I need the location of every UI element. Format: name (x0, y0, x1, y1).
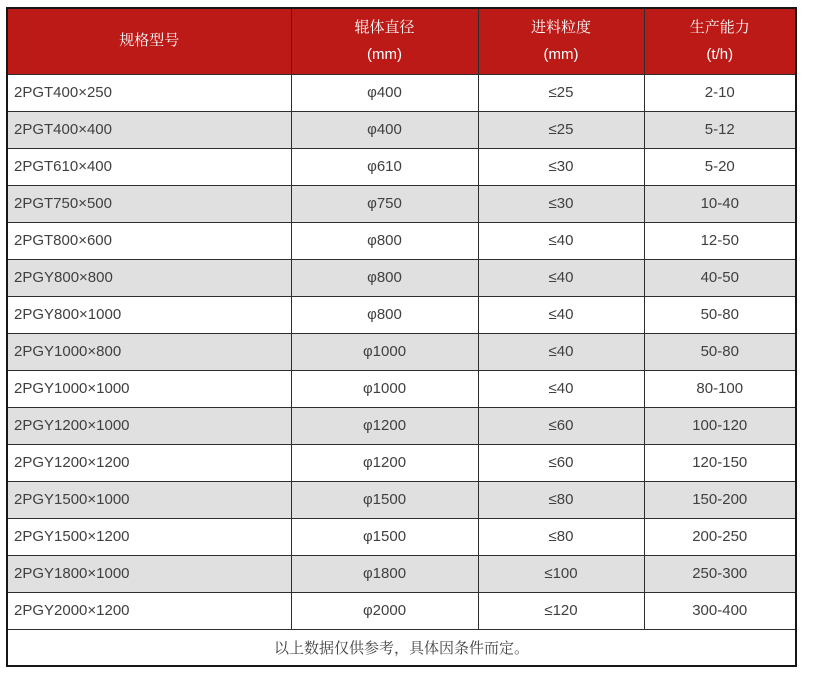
diameter-cell: φ2000 (291, 592, 478, 629)
diameter-cell: φ1000 (291, 333, 478, 370)
feed-size-cell: ≤80 (478, 481, 644, 518)
table-row (7, 333, 796, 370)
diameter-cell: φ800 (291, 296, 478, 333)
table-footnote: 以上数据仅供参考，具体因条件而定。 (7, 629, 796, 666)
capacity-cell: 10-40 (644, 185, 796, 222)
table-row (7, 148, 796, 185)
capacity-cell: 50-80 (644, 296, 796, 333)
model-cell: 2PGY800×800 (7, 259, 291, 296)
table-row (7, 592, 796, 629)
capacity-cell: 150-200 (644, 481, 796, 518)
diameter-cell: φ750 (291, 185, 478, 222)
diameter-cell: φ610 (291, 148, 478, 185)
table-row (7, 259, 796, 296)
model-cell: 2PGT400×400 (7, 111, 291, 148)
model-cell: 2PGY1000×1000 (7, 370, 291, 407)
model-cell: 2PGY2000×1200 (7, 592, 291, 629)
feed-size-cell: ≤30 (478, 185, 644, 222)
model-cell: 2PGY1200×1000 (7, 407, 291, 444)
capacity-cell: 40-50 (644, 259, 796, 296)
diameter-cell: φ1500 (291, 518, 478, 555)
model-cell: 2PGY1200×1200 (7, 444, 291, 481)
feed-size-cell: ≤60 (478, 407, 644, 444)
feed-size-cell: ≤40 (478, 222, 644, 259)
header-roller-diameter-unit: (mm) (367, 46, 402, 64)
table-row (7, 370, 796, 407)
table-row (7, 555, 796, 592)
table-row (7, 481, 796, 518)
feed-size-cell: ≤100 (478, 555, 644, 592)
diameter-cell: φ800 (291, 222, 478, 259)
feed-size-cell: ≤25 (478, 74, 644, 111)
header-capacity (644, 8, 796, 74)
model-cell: 2PGY1800×1000 (7, 555, 291, 592)
capacity-cell: 50-80 (644, 333, 796, 370)
feed-size-cell: ≤30 (478, 148, 644, 185)
feed-size-cell: ≤120 (478, 592, 644, 629)
capacity-cell: 5-12 (644, 111, 796, 148)
table-row (7, 185, 796, 222)
header-feed-size-unit: (mm) (543, 46, 579, 64)
model-cell: 2PGT400×250 (7, 74, 291, 111)
header-model-title: 规格型号 (119, 32, 180, 50)
feed-size-cell: ≤40 (478, 259, 644, 296)
table-row (7, 518, 796, 555)
header-row (7, 8, 796, 74)
header-model (7, 8, 291, 74)
feed-size-cell: ≤40 (478, 370, 644, 407)
feed-size-cell: ≤25 (478, 111, 644, 148)
header-capacity-unit: (t/h) (706, 46, 734, 64)
capacity-cell: 100-120 (644, 407, 796, 444)
model-cell: 2PGT800×600 (7, 222, 291, 259)
capacity-cell: 250-300 (644, 555, 796, 592)
header-roller-diameter (291, 8, 478, 74)
model-cell: 2PGT750×500 (7, 185, 291, 222)
capacity-cell: 200-250 (644, 518, 796, 555)
diameter-cell: φ800 (291, 259, 478, 296)
feed-size-cell: ≤40 (478, 333, 644, 370)
table-row (7, 74, 796, 111)
model-cell: 2PGT610×400 (7, 148, 291, 185)
model-cell: 2PGY1500×1200 (7, 518, 291, 555)
header-roller-diameter-title: 辊体直径 (354, 18, 415, 36)
diameter-cell: φ1500 (291, 481, 478, 518)
header-capacity-title: 生产能力 (689, 18, 750, 36)
capacity-cell: 300-400 (644, 592, 796, 629)
model-cell: 2PGY800×1000 (7, 296, 291, 333)
model-cell: 2PGY1000×800 (7, 333, 291, 370)
table-body (7, 74, 796, 629)
table-row (7, 296, 796, 333)
feed-size-cell: ≤60 (478, 444, 644, 481)
capacity-cell: 80-100 (644, 370, 796, 407)
model-cell: 2PGY1500×1000 (7, 481, 291, 518)
footnote-row (7, 629, 796, 666)
diameter-cell: φ1200 (291, 407, 478, 444)
capacity-cell: 120-150 (644, 444, 796, 481)
diameter-cell: φ1000 (291, 370, 478, 407)
table-row (7, 222, 796, 259)
diameter-cell: φ1800 (291, 555, 478, 592)
table-row (7, 444, 796, 481)
feed-size-cell: ≤40 (478, 296, 644, 333)
diameter-cell: φ400 (291, 74, 478, 111)
capacity-cell: 5-20 (644, 148, 796, 185)
capacity-cell: 12-50 (644, 222, 796, 259)
header-feed-size (478, 8, 644, 74)
table-row (7, 407, 796, 444)
spec-table (6, 7, 797, 667)
diameter-cell: φ400 (291, 111, 478, 148)
header-feed-size-title: 进料粒度 (530, 18, 591, 36)
table-row (7, 111, 796, 148)
feed-size-cell: ≤80 (478, 518, 644, 555)
capacity-cell: 2-10 (644, 74, 796, 111)
diameter-cell: φ1200 (291, 444, 478, 481)
